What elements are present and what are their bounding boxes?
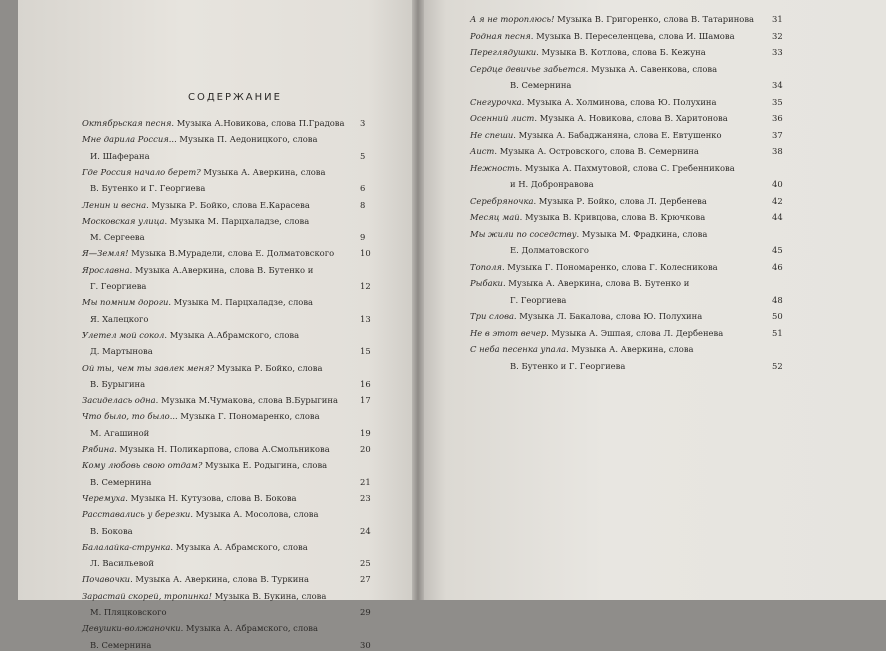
page-number: 51	[772, 327, 783, 338]
page-number: 52	[772, 360, 783, 371]
song-credits: Музыка Н. Поликарпова, слова А.Смольникова	[116, 444, 330, 454]
song-credits-continued: Я. Халецкого	[90, 313, 149, 324]
toc-entry	[82, 574, 309, 585]
toc-entry	[82, 395, 338, 406]
book-gutter	[412, 0, 424, 600]
song-title: Сердце девичье забьется.	[470, 63, 589, 74]
toc-entry	[470, 130, 722, 141]
page-number: 6	[360, 183, 366, 194]
song-title: Аист.	[470, 146, 498, 156]
song-credits: Музыка А. Абрамского, слова	[173, 541, 308, 552]
song-credits: Музыка А.Аверкина, слова В. Бутенко и	[132, 264, 314, 275]
song-title: Родная песня.	[470, 30, 534, 41]
song-credits-continued: В. Семернина	[90, 639, 152, 650]
song-credits: Музыка Р. Бойко, слова Л. Дербенева	[536, 195, 707, 206]
page-number: 17	[360, 395, 371, 406]
toc-entry	[470, 212, 705, 223]
song-credits-continued: М. Сергеева	[90, 232, 145, 243]
song-title: Переглядушки.	[470, 47, 539, 57]
song-credits-continued: В. Бокова	[90, 525, 133, 536]
song-title: Ярославна.	[82, 264, 133, 275]
toc-entry	[470, 146, 699, 157]
song-credits-continued: В. Бутенко и Г. Георгиева	[510, 360, 626, 371]
page-number: 25	[360, 558, 371, 569]
song-title: Почавочки.	[82, 574, 133, 585]
song-credits: Музыка В. Переселенцева, слова И. Шамова	[533, 30, 735, 41]
song-credits: Музыка А. Эшпая, слова Л. Дербенева	[548, 327, 724, 338]
song-credits-continued: М. Агашиной	[90, 427, 150, 438]
page-number: 46	[772, 261, 783, 272]
toc-entry	[82, 444, 330, 455]
song-credits: Музыка А. Холминова, слова Ю. Полухина	[524, 96, 717, 107]
toc-entry	[470, 64, 717, 75]
song-credits: Музыка М.Чумакова, слова В.Бурыгина	[158, 395, 338, 406]
song-title: Не в этот вечер.	[470, 327, 549, 338]
song-title: А я не тороплюсь!	[470, 14, 555, 24]
page-number: 20	[360, 444, 371, 454]
toc-entry	[82, 460, 327, 471]
song-title: Октябрьская песня.	[82, 118, 175, 128]
toc-entry	[470, 97, 717, 108]
toc-entry	[82, 200, 310, 211]
song-credits: Музыка Г. Пономаренко, слова Г. Колесникова	[504, 261, 718, 272]
song-title: Ленин и весна.	[82, 199, 149, 210]
page-number: 24	[360, 525, 371, 536]
toc-entry	[470, 31, 735, 42]
page-number: 38	[772, 146, 783, 156]
toc-entry	[82, 363, 322, 374]
song-credits: Музыка А. Аверкина, слова В. Бутенко и	[505, 278, 690, 288]
song-credits: Музыка А. Пахмутовой, слова С. Гребенникова	[522, 162, 735, 173]
toc-entry	[470, 278, 689, 289]
song-credits: Музыка А. Бабаджаняна, слова Е. Евтушенко	[515, 129, 722, 140]
page-number: 12	[360, 281, 371, 291]
page-number: 23	[360, 492, 371, 503]
song-credits: Музыка Л. Бакалова, слова Ю. Полухина	[516, 311, 703, 321]
page-number: 10	[360, 248, 371, 259]
page-number: 16	[360, 378, 371, 389]
toc-entry	[82, 167, 326, 178]
song-title: Осенний лист.	[470, 113, 538, 123]
song-title: Улетел мой сокол.	[82, 329, 168, 340]
toc-entry	[82, 265, 313, 276]
song-credits-continued: Г. Георгиева	[510, 294, 567, 305]
toc-entry	[470, 311, 702, 322]
song-credits: Музыка В. Котлова, слова Б. Кежуна	[538, 47, 706, 57]
toc-entry	[470, 229, 707, 240]
page-number: 35	[772, 96, 783, 107]
toc-entry	[82, 623, 318, 634]
page-number: 32	[772, 30, 783, 41]
toc-entry	[82, 118, 345, 129]
song-title: Нежность.	[470, 162, 523, 173]
page-number: 27	[360, 574, 371, 585]
page-number: 19	[360, 427, 371, 438]
song-title: Месяц май.	[470, 212, 523, 222]
page-number: 31	[772, 14, 783, 24]
song-title: Что было, то было...	[82, 411, 178, 422]
song-credits: Музыка А. Мосолова, слова	[192, 509, 319, 520]
page-number: 8	[360, 199, 366, 210]
song-credits-continued: В. Бутенко и Г. Георгиева	[90, 183, 206, 194]
song-credits: Музыка Р. Бойко, слова Е.Карасева	[148, 199, 310, 210]
page-number: 44	[772, 212, 783, 222]
song-title: Где Россия начало берет?	[82, 166, 201, 177]
song-title: Рыбаки.	[470, 278, 506, 288]
song-credits: Музыка А. Островского, слова В. Семернина	[497, 146, 699, 156]
song-title: Девушки-волжаночки.	[82, 623, 184, 634]
song-title: Зарастай скорей, тропинка!	[82, 590, 213, 601]
song-credits: Музыка Н. Кутузова, слова В. Бокова	[127, 492, 297, 503]
song-credits-continued: В. Семернина	[90, 476, 152, 487]
song-credits-continued: И. Шаферана	[90, 150, 150, 161]
song-credits: Музыка А. Аверкина, слова В. Туркина	[132, 574, 309, 585]
page-number: 29	[360, 607, 371, 617]
song-credits: Музыка В. Кривцова, слова В. Крючкова	[522, 212, 706, 222]
toc-entry	[470, 196, 707, 207]
toc-entry	[82, 493, 297, 504]
page-number: 48	[772, 294, 783, 305]
page-number: 3	[360, 118, 366, 128]
page-number: 36	[772, 113, 783, 123]
song-title: Рябина.	[82, 444, 117, 454]
song-credits-continued: В. Бурыгина	[90, 378, 146, 389]
song-credits: Музыка В. Букина, слова	[212, 590, 327, 601]
page-number: 33	[772, 47, 783, 57]
toc-entry	[82, 297, 313, 308]
song-title: Снегурочка.	[470, 96, 525, 107]
song-credits: Музыка В. Григоренко, слова В. Татаринова	[554, 14, 755, 24]
right-page	[418, 0, 886, 600]
toc-entry	[470, 344, 694, 355]
song-credits: Музыка М. Парцхаладзе, слова	[167, 215, 310, 226]
page-number: 15	[360, 346, 371, 357]
song-title: Засиделась одна.	[82, 395, 159, 406]
song-credits: Музыка А. Абрамского, слова	[183, 623, 318, 634]
toc-entry	[470, 14, 754, 25]
song-title: Не спеши.	[470, 129, 516, 140]
toc-entry	[82, 411, 320, 422]
song-credits: Музыка Е. Родыгина, слова	[202, 460, 328, 471]
song-credits-continued: В. Семернина	[510, 80, 572, 90]
song-credits: Музыка М. Парцхаладзе, слова	[171, 297, 314, 308]
page-number: 45	[772, 245, 783, 255]
song-credits: Музыка А. Новикова, слова В. Харитонова	[537, 113, 728, 123]
song-credits-continued: Д. Мартынова	[90, 346, 153, 357]
song-title: Балалайка-струнка.	[82, 541, 174, 552]
toc-entry	[82, 509, 318, 520]
song-title: Три слова.	[470, 311, 517, 321]
page-number: 5	[360, 150, 366, 161]
toc-entry	[82, 216, 309, 227]
song-title: Мы жили по соседству.	[470, 228, 580, 239]
song-credits: Музыка П. Аедоницкого, слова	[176, 134, 318, 145]
song-title: Я—Земля!	[82, 248, 129, 259]
toc-entry	[470, 328, 723, 339]
page-number: 13	[360, 313, 371, 324]
page-number: 21	[360, 476, 371, 487]
song-credits: Музыка Р. Бойко, слова	[214, 362, 323, 373]
song-title: Мне дарила Россия...	[82, 134, 177, 145]
song-title: Московская улица.	[82, 215, 168, 226]
page-number: 40	[772, 179, 783, 189]
page-number: 9	[360, 232, 366, 243]
song-title: Ой ты, чем ты завлек меня?	[82, 362, 215, 373]
song-credits-continued: М. Пляцковского	[90, 607, 167, 617]
song-title: Мы помним дороги.	[82, 297, 171, 308]
song-title: Кому любовь свою отдам?	[82, 460, 203, 471]
song-credits: Музыка М. Фрадкина, слова	[579, 228, 708, 239]
song-title: С неба песенка упала.	[470, 344, 569, 354]
toc-entry	[82, 330, 299, 341]
song-title: Тополя.	[470, 261, 505, 272]
song-credits-continued: Г. Георгиева	[90, 281, 147, 291]
page-number: 42	[772, 195, 783, 206]
song-credits-continued: Е. Долматовского	[510, 245, 589, 255]
page-number: 34	[772, 80, 783, 90]
toc-entry	[82, 134, 318, 145]
toc-entry	[470, 47, 706, 58]
toc-entry	[470, 163, 735, 174]
toc-entry	[82, 591, 326, 602]
song-title: Серебряночка.	[470, 195, 537, 206]
page-number: 37	[772, 129, 783, 140]
toc-title: СОДЕРЖАНИЕ	[188, 92, 282, 103]
song-credits: Музыка В.Мурадели, слова Е. Долматовского	[128, 248, 335, 259]
song-credits: Музыка Г. Пономаренко, слова	[177, 411, 320, 422]
song-credits-continued: Л. Васильевой	[90, 558, 154, 569]
song-credits: Музыка А. Аверкина, слова	[568, 344, 694, 354]
toc-entry	[470, 113, 728, 124]
song-credits: Музыка А.Абрамского, слова	[167, 329, 300, 340]
song-credits: Музыка А. Савенкова, слова	[588, 63, 718, 74]
song-title: Расставались у березки.	[82, 509, 193, 520]
toc-entry	[470, 262, 718, 273]
page-number: 30	[360, 639, 371, 650]
song-title: Черемуха.	[82, 492, 128, 503]
toc-entry	[82, 542, 308, 553]
song-credits-continued: и Н. Добронравова	[510, 179, 594, 189]
song-credits: Музыка А. Аверкина, слова	[200, 166, 326, 177]
page-number: 50	[772, 311, 783, 321]
song-credits: Музыка А.Новикова, слова П.Градова	[174, 118, 345, 128]
toc-entry	[82, 248, 334, 259]
